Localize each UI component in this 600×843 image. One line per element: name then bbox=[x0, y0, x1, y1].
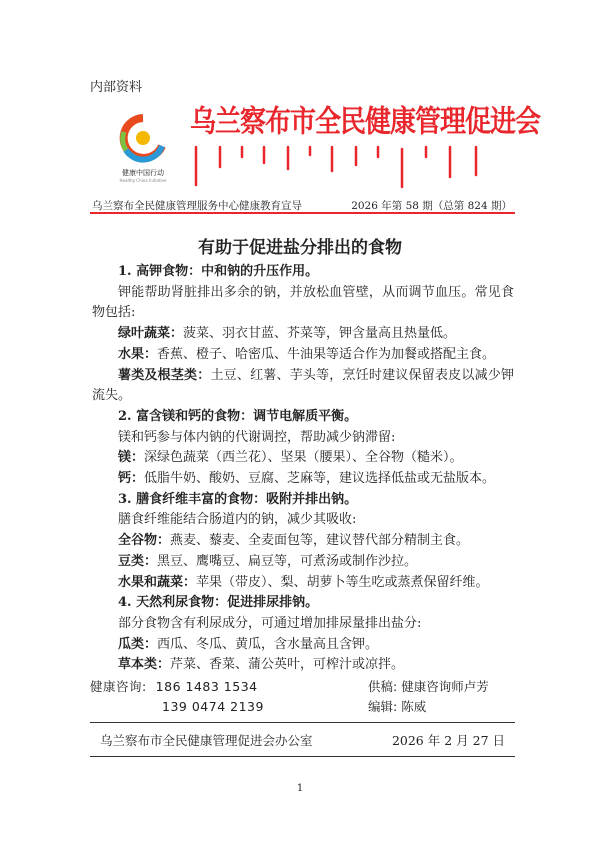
credit-block bbox=[368, 677, 489, 717]
food-category: 豆类： bbox=[118, 553, 158, 569]
food-item bbox=[92, 366, 514, 407]
food-category: 钙： bbox=[118, 471, 145, 487]
mongolian-script-banner bbox=[190, 145, 500, 190]
food-category: 镁： bbox=[118, 450, 145, 466]
subtitle-bar bbox=[92, 198, 512, 213]
page-number: 1 bbox=[296, 783, 304, 794]
food-item bbox=[92, 531, 514, 552]
food-item bbox=[92, 573, 514, 594]
editor: 陈威 bbox=[401, 699, 427, 714]
internal-label: 内部资料 bbox=[90, 80, 143, 95]
subtitle: 乌兰察布全民健康管理服务中心健康教育宣导 bbox=[92, 200, 302, 212]
food-description: 低脂牛奶、酸奶、豆腐、芝麻等，建议选择低盐或无盐版本。 bbox=[144, 471, 496, 487]
food-item bbox=[92, 635, 514, 656]
food-item bbox=[92, 552, 514, 573]
article-title: 有助于促进盐分排出的食物 bbox=[198, 238, 402, 258]
food-category: 薯类及根茎类： bbox=[118, 367, 211, 383]
food-item bbox=[92, 469, 514, 490]
food-description: 燕麦、藜麦、全麦面包等，建议替代部分精制主食。 bbox=[170, 533, 470, 549]
food-description: 土豆、红薯、芋头等，烹饪时建议保留表皮以减少钾流失。 bbox=[92, 367, 514, 404]
author-label: 供稿: bbox=[368, 679, 398, 694]
author: 健康咨询师卢芳 bbox=[401, 679, 489, 694]
food-description: 苹果（带皮）、梨、胡萝卜等生吃或蒸煮保留纤维。 bbox=[196, 574, 489, 590]
section-heading: 2. 富含镁和钙的食物：调节电解质平衡。 bbox=[118, 408, 358, 424]
food-item bbox=[92, 345, 514, 366]
footer bbox=[100, 731, 505, 749]
editor-label: 编辑: bbox=[368, 699, 398, 714]
article-body bbox=[92, 262, 514, 676]
contact-block bbox=[90, 677, 264, 717]
food-description: 深绿色蔬菜（西兰花）、坚果（腰果）、全谷物（糙米）。 bbox=[144, 450, 463, 466]
section-heading: 3. 膳食纤维丰富的食物：吸附并排出钠。 bbox=[118, 491, 358, 507]
food-description: 芹菜、香菜、蒲公英叶，可榨汁或凉拌。 bbox=[170, 657, 405, 673]
food-category: 水果： bbox=[118, 346, 158, 362]
logo-text: 健康中国行动 bbox=[122, 169, 164, 177]
section-intro: 镁和钙参与体内钠的代谢调控，帮助减少钠滞留: bbox=[118, 429, 396, 445]
logo-subtext: Healthy China Initiative bbox=[119, 178, 167, 183]
food-item bbox=[92, 655, 514, 676]
organization-name: 乌兰察布市全民健康管理促进会 bbox=[190, 104, 541, 140]
footer-date: 2026 年 2 月 27 日 bbox=[391, 733, 505, 748]
footer-top-line bbox=[90, 722, 515, 723]
healthy-china-logo bbox=[112, 112, 174, 182]
food-description: 香蕉、橙子、哈密瓜、牛油果等适合作为加餐或搭配主食。 bbox=[157, 346, 496, 362]
food-item bbox=[92, 324, 514, 345]
food-description: 西瓜、冬瓜、黄瓜，含水量高且含钾。 bbox=[157, 636, 379, 652]
food-item bbox=[92, 448, 514, 469]
section-heading: 1. 高钾食物：中和钠的升压作用。 bbox=[118, 264, 319, 279]
food-description: 黑豆、鹰嘴豆、扁豆等，可煮汤或制作沙拉。 bbox=[157, 553, 418, 569]
footer-bottom-line bbox=[90, 756, 515, 757]
phone-2: 139 0474 2139 bbox=[162, 699, 264, 714]
header-divider bbox=[90, 212, 515, 214]
food-category: 草本类： bbox=[118, 657, 171, 673]
contact-label: 健康咨询: bbox=[90, 679, 147, 694]
phone-1: 186 1483 1534 bbox=[155, 679, 258, 694]
food-category: 瓜类： bbox=[118, 636, 158, 652]
section-heading: 4. 天然利尿食物：促进排尿排钠。 bbox=[118, 595, 319, 611]
footer-office: 乌兰察布市全民健康管理促进会办公室 bbox=[100, 733, 313, 748]
food-category: 全谷物： bbox=[118, 533, 171, 549]
issue-number: 2026 年第 58 期（总第 824 期） bbox=[351, 200, 512, 212]
food-category: 绿叶蔬菜： bbox=[118, 326, 184, 342]
section-intro: 部分食物含有利尿成分，可通过增加排尿量排出盐分: bbox=[118, 615, 422, 631]
food-category: 水果和蔬菜： bbox=[118, 574, 197, 590]
food-description: 菠菜、羽衣甘蓝、芥菜等，钾含量高且热量低。 bbox=[183, 326, 457, 342]
section-intro: 膳食纤维能结合肠道内的钠，减少其吸收: bbox=[118, 512, 357, 528]
section-intro: 钾能帮助肾脏排出多余的钠，并放松血管壁，从而调节血压。常见食物包括: bbox=[92, 284, 514, 321]
